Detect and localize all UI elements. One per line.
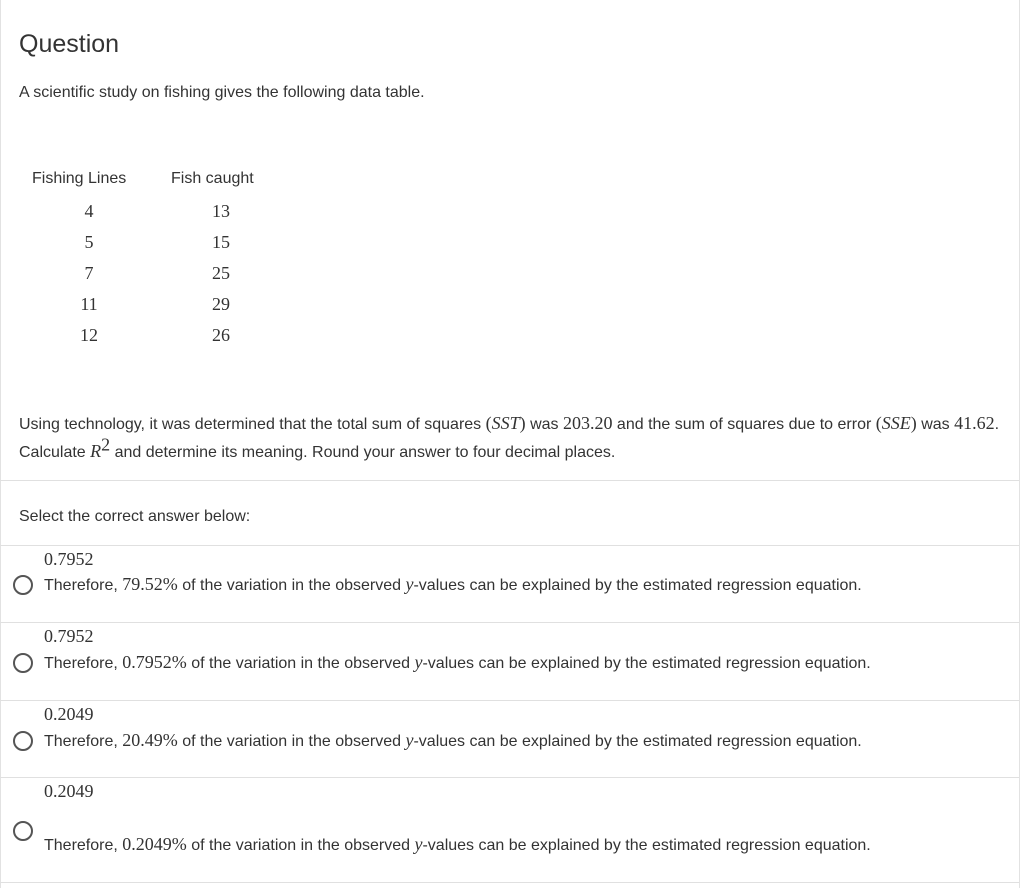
table-cell-lines: 7 [84, 263, 94, 283]
table-cell-caught: 26 [212, 325, 230, 345]
table-header-fish-caught: Fish caught [171, 170, 254, 187]
table-header-fishing-lines: Fishing Lines [32, 170, 127, 187]
table-cell-lines: 12 [80, 325, 98, 345]
radio-button[interactable] [13, 653, 33, 673]
option-text: Therefore, 79.52% of the variation in the observed y-values can be explained by the estimated regression equation. [44, 574, 862, 594]
answer-prompt: Select the correct answer below: [19, 508, 251, 525]
option-value: 0.7952 [44, 549, 94, 569]
answer-option-4[interactable] [0, 778, 1019, 882]
radio-button[interactable] [13, 575, 33, 595]
option-text: Therefore, 20.49% of the variation in the observed y-values can be explained by the estimated regression equation. [44, 730, 862, 750]
question-stem: Using technology, it was determined that the total sum of squares (SST) was 203.20 and the sum of squares due to error (SSE) was 41.62. Calculate $R^2$ and determine its meaning. Round your answer to four decimal places. [19, 413, 1000, 461]
table-cell-lines: 5 [84, 232, 94, 252]
question-title: Question [19, 30, 120, 58]
frame-right-border [1019, 0, 1020, 888]
table-cell-caught: 25 [212, 263, 230, 283]
option-text: Therefore, 0.7952% of the variation in the observed y-values can be explained by the estimated regression equation. [44, 652, 871, 672]
answer-option-1[interactable] [0, 546, 1019, 622]
table-cell-caught: 29 [212, 294, 230, 314]
option-value: 0.2049 [44, 781, 94, 801]
options-bottom-divider [0, 882, 1019, 883]
table-cell-caught: 13 [212, 201, 230, 221]
option-text: Therefore, 0.2049% of the variation in the observed y-values can be explained by the estimated regression equation. [44, 834, 871, 854]
option-value: 0.2049 [44, 704, 94, 724]
table-cell-caught: 15 [212, 232, 230, 252]
section-divider [0, 480, 1019, 481]
table-cell-lines: 4 [84, 201, 94, 221]
answer-option-3[interactable] [0, 701, 1019, 777]
radio-button[interactable] [13, 821, 33, 841]
answer-option-2[interactable] [0, 623, 1019, 700]
question-intro: A scientific study on fishing gives the following data table. [19, 84, 425, 101]
radio-button[interactable] [13, 731, 33, 751]
table-cell-lines: 11 [80, 294, 98, 314]
option-value: 0.7952 [44, 626, 94, 646]
